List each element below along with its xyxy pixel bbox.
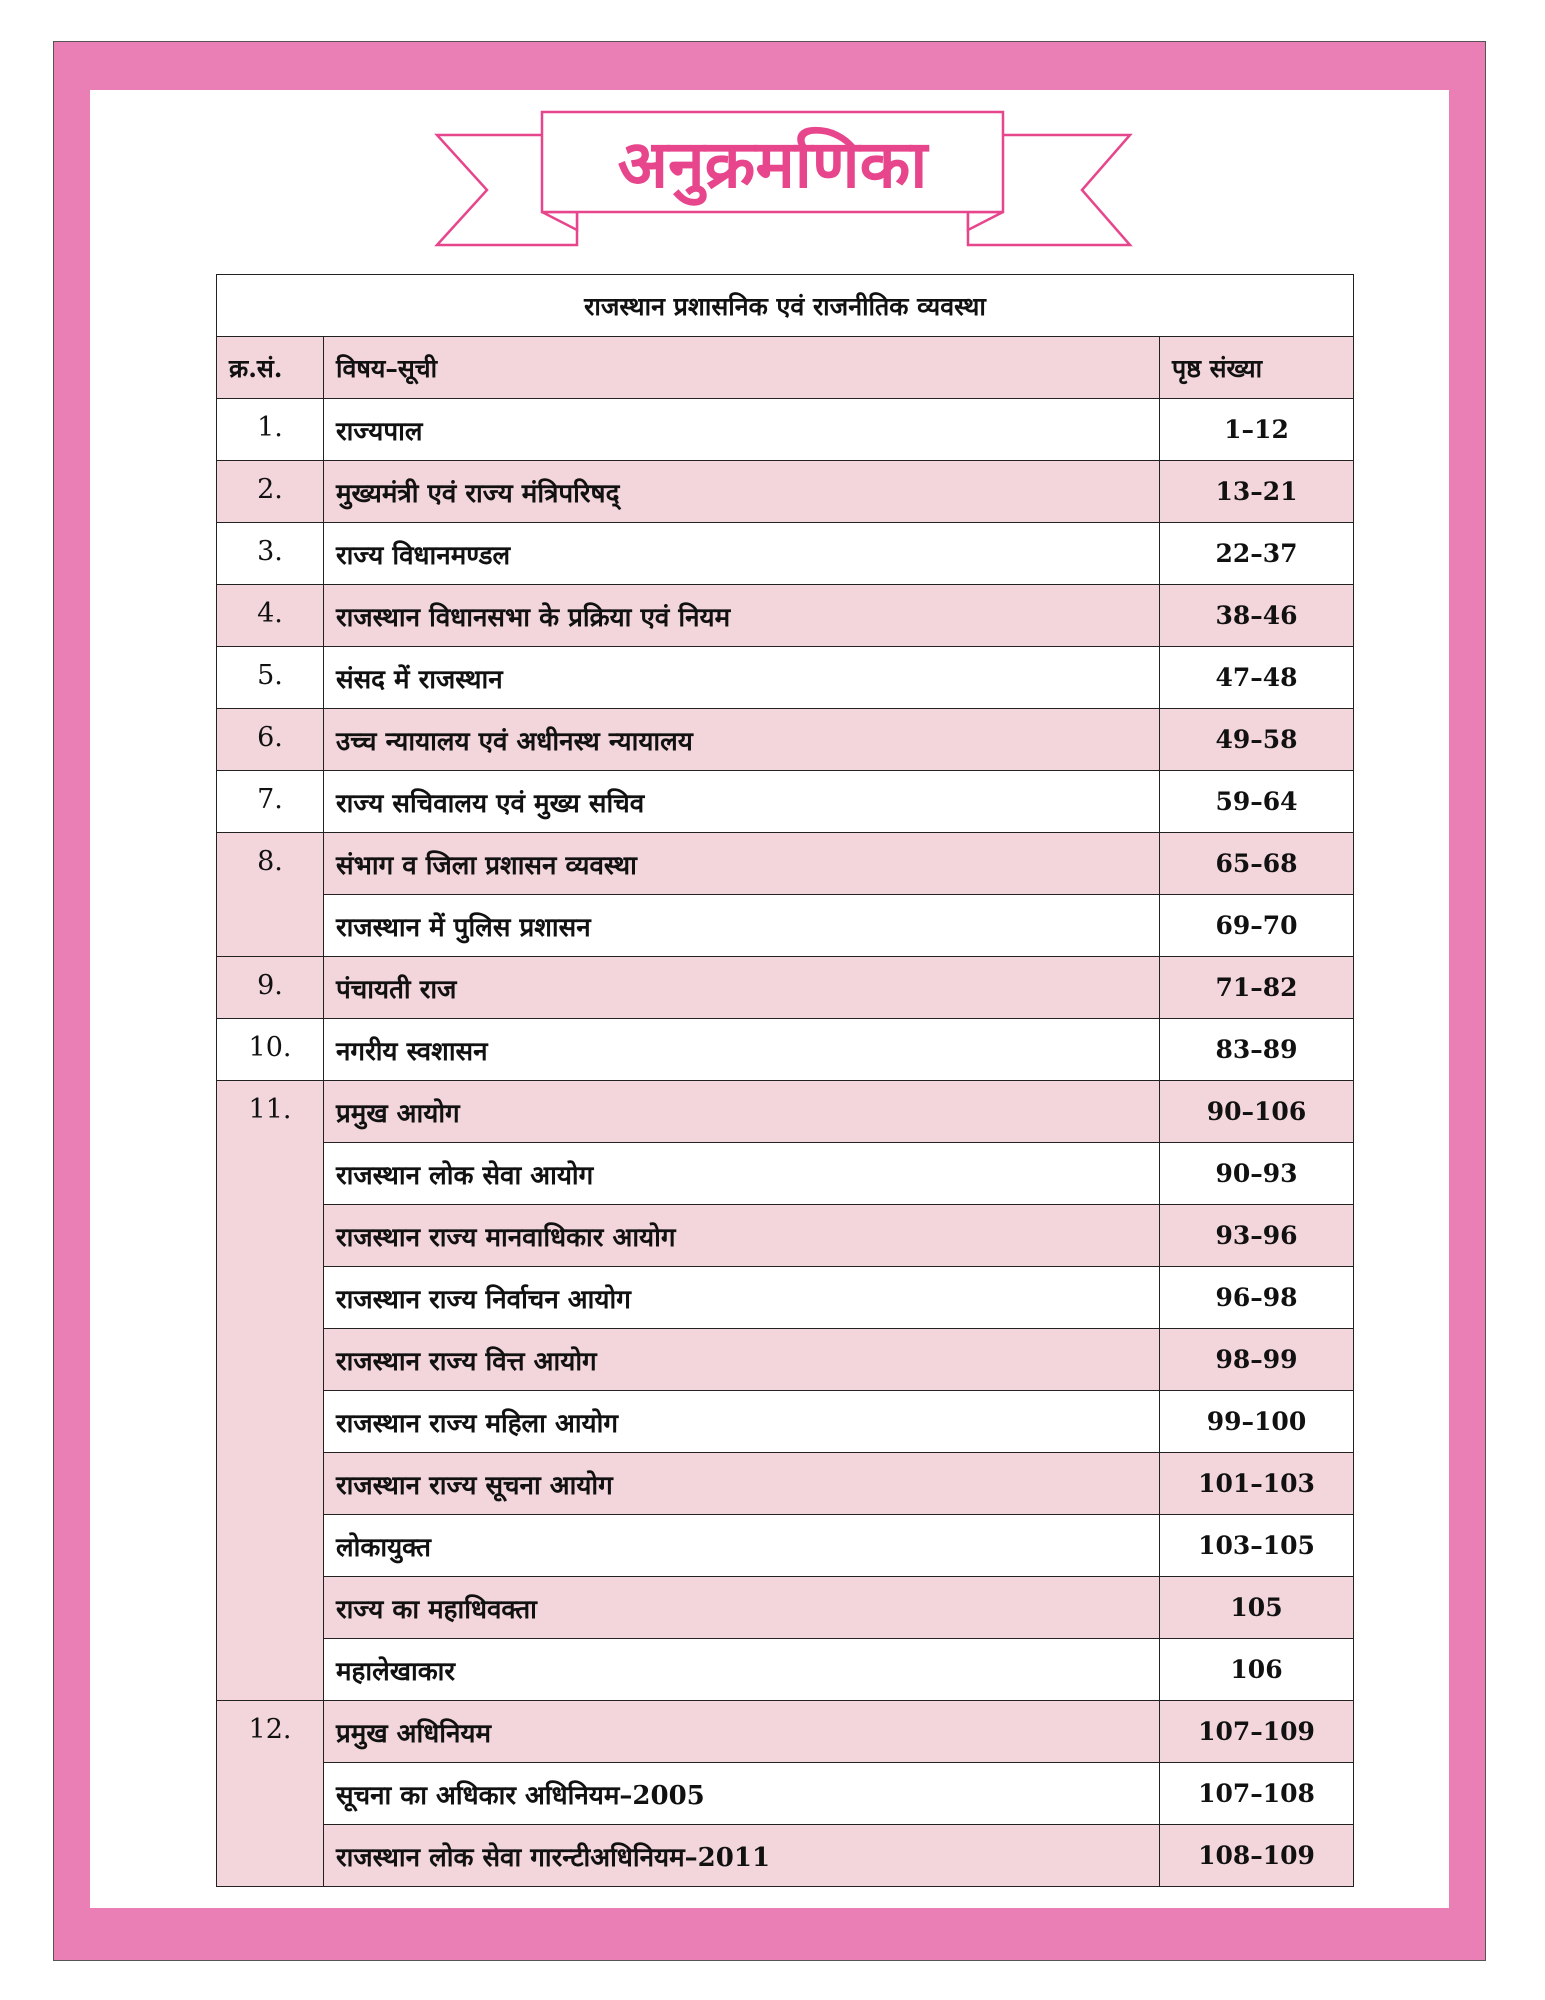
row-topic: राजस्थान राज्य महिला आयोग bbox=[324, 1391, 1160, 1453]
row-pages: 105 bbox=[1160, 1577, 1354, 1639]
row-topic: मुख्यमंत्री एवं राज्य मंत्रिपरिषद् bbox=[324, 461, 1160, 523]
row-pages: 65–68 bbox=[1160, 833, 1354, 895]
row-topic: राजस्थान राज्य वित्त आयोग bbox=[324, 1329, 1160, 1391]
row-topic: राजस्थान राज्य सूचना आयोग bbox=[324, 1453, 1160, 1515]
row-topic: राजस्थान विधानसभा के प्रक्रिया एवं नियम bbox=[324, 585, 1160, 647]
row-pages: 103–105 bbox=[1160, 1515, 1354, 1577]
row-topic: राज्य का महाधिवक्ता bbox=[324, 1577, 1160, 1639]
row-pages: 106 bbox=[1160, 1639, 1354, 1701]
table-row bbox=[217, 1267, 1354, 1329]
table-row bbox=[217, 585, 1354, 647]
row-serial: 9. bbox=[217, 957, 324, 1019]
table-row bbox=[217, 895, 1354, 957]
row-serial: 3. bbox=[217, 523, 324, 585]
row-serial: 5. bbox=[217, 647, 324, 709]
row-pages: 107–109 bbox=[1160, 1701, 1354, 1763]
table-row bbox=[217, 1329, 1354, 1391]
table-row bbox=[217, 399, 1354, 461]
row-pages: 38–46 bbox=[1160, 585, 1354, 647]
table-row bbox=[217, 1701, 1354, 1763]
table-row bbox=[217, 461, 1354, 523]
table-row bbox=[217, 523, 1354, 585]
row-topic: संसद में राजस्थान bbox=[324, 647, 1160, 709]
row-topic: राज्यपाल bbox=[324, 399, 1160, 461]
header-topic: विषय–सूची bbox=[324, 337, 1160, 399]
row-serial: 1. bbox=[217, 399, 324, 461]
row-topic: राजस्थान लोक सेवा गारन्टीअधिनियम–2011 bbox=[324, 1825, 1160, 1887]
header-row bbox=[217, 337, 1354, 399]
table-row bbox=[217, 1205, 1354, 1267]
row-serial: 8. bbox=[217, 833, 324, 957]
row-topic: राजस्थान राज्य निर्वाचन आयोग bbox=[324, 1267, 1160, 1329]
row-pages: 59–64 bbox=[1160, 771, 1354, 833]
row-pages: 107–108 bbox=[1160, 1763, 1354, 1825]
row-topic: उच्च न्यायालय एवं अधीनस्थ न्यायालय bbox=[324, 709, 1160, 771]
table-row bbox=[217, 771, 1354, 833]
table-row bbox=[217, 1639, 1354, 1701]
row-topic: प्रमुख आयोग bbox=[324, 1081, 1160, 1143]
row-pages: 1–12 bbox=[1160, 399, 1354, 461]
table-row bbox=[217, 1081, 1354, 1143]
row-pages: 69–70 bbox=[1160, 895, 1354, 957]
row-topic: प्रमुख अधिनियम bbox=[324, 1701, 1160, 1763]
row-topic: नगरीय स्वशासन bbox=[324, 1019, 1160, 1081]
table-row bbox=[217, 957, 1354, 1019]
row-topic: राजस्थान लोक सेवा आयोग bbox=[324, 1143, 1160, 1205]
row-serial: 11. bbox=[217, 1081, 324, 1701]
row-pages: 101–103 bbox=[1160, 1453, 1354, 1515]
header-serial: क्र.सं. bbox=[217, 337, 324, 399]
row-topic: राजस्थान राज्य मानवाधिकार आयोग bbox=[324, 1205, 1160, 1267]
table-row bbox=[217, 1763, 1354, 1825]
table-row bbox=[217, 709, 1354, 771]
table-row bbox=[217, 1453, 1354, 1515]
table-row bbox=[217, 647, 1354, 709]
row-topic: राजस्थान में पुलिस प्रशासन bbox=[324, 895, 1160, 957]
row-topic: राज्य विधानमण्डल bbox=[324, 523, 1160, 585]
section-title: राजस्थान प्रशासनिक एवं राजनीतिक व्यवस्था bbox=[217, 275, 1354, 337]
table-row bbox=[217, 1577, 1354, 1639]
row-topic: पंचायती राज bbox=[324, 957, 1160, 1019]
row-pages: 90–106 bbox=[1160, 1081, 1354, 1143]
row-pages: 96–98 bbox=[1160, 1267, 1354, 1329]
row-serial: 4. bbox=[217, 585, 324, 647]
row-pages: 22–37 bbox=[1160, 523, 1354, 585]
contents-table bbox=[216, 274, 1354, 1887]
row-topic: सूचना का अधिकार अधिनियम–2005 bbox=[324, 1763, 1160, 1825]
row-pages: 98–99 bbox=[1160, 1329, 1354, 1391]
table-row bbox=[217, 1515, 1354, 1577]
table-row bbox=[217, 833, 1354, 895]
table-row bbox=[217, 1019, 1354, 1081]
row-pages: 108–109 bbox=[1160, 1825, 1354, 1887]
row-pages: 13–21 bbox=[1160, 461, 1354, 523]
row-pages: 93–96 bbox=[1160, 1205, 1354, 1267]
row-pages: 83–89 bbox=[1160, 1019, 1354, 1081]
table-row bbox=[217, 1391, 1354, 1453]
row-pages: 47–48 bbox=[1160, 647, 1354, 709]
row-serial: 2. bbox=[217, 461, 324, 523]
table-row bbox=[217, 1825, 1354, 1887]
row-pages: 49–58 bbox=[1160, 709, 1354, 771]
row-topic: लोकायुक्त bbox=[324, 1515, 1160, 1577]
row-serial: 10. bbox=[217, 1019, 324, 1081]
row-serial: 7. bbox=[217, 771, 324, 833]
header-page: पृष्ठ संख्या bbox=[1160, 337, 1354, 399]
table-row bbox=[217, 1143, 1354, 1205]
row-topic: राज्य सचिवालय एवं मुख्य सचिव bbox=[324, 771, 1160, 833]
row-serial: 6. bbox=[217, 709, 324, 771]
row-pages: 90–93 bbox=[1160, 1143, 1354, 1205]
row-serial: 12. bbox=[217, 1701, 324, 1887]
row-topic: महालेखाकार bbox=[324, 1639, 1160, 1701]
section-title-row bbox=[217, 275, 1354, 337]
row-pages: 71–82 bbox=[1160, 957, 1354, 1019]
row-pages: 99–100 bbox=[1160, 1391, 1354, 1453]
row-topic: संभाग व जिला प्रशासन व्यवस्था bbox=[324, 833, 1160, 895]
page-title: अनुक्रमणिका bbox=[617, 126, 928, 203]
